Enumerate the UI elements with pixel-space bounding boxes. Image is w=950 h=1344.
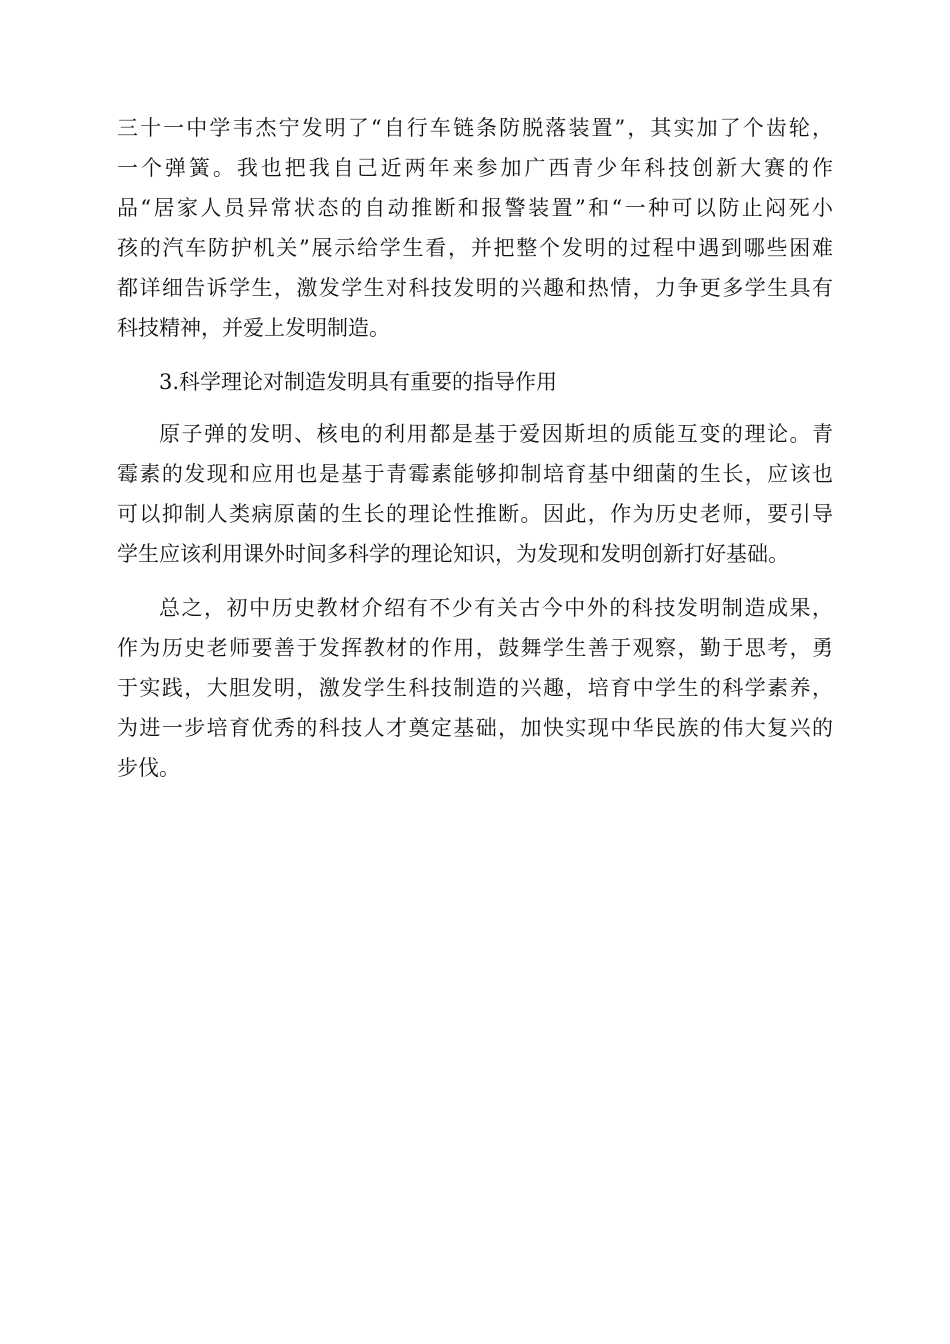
paragraph-conclusion <box>117 588 833 788</box>
text-line: 原子弹的发明、核电的利用都是基于爱因斯坦的质能互变的理论。青 <box>159 422 833 446</box>
document-body <box>117 108 833 788</box>
text-line: 学生应该利用课外时间多科学的理论知识，为发现和发明创新打好基础。 <box>117 542 789 566</box>
text-line: 作为历史老师要善于发挥教材的作用，鼓舞学生善于观察，勤于思考，勇 <box>117 636 833 660</box>
text-line: 品“居家人员异常状态的自动推断和报警装置”和“一种可以防止闷死小 <box>117 196 833 220</box>
text-line: 总之，初中历史教材介绍有不少有关古今中外的科技发明制造成果， <box>159 596 833 620</box>
text-line: 一个弹簧。我也把我自己近两年来参加广西青少年科技创新大赛的作 <box>117 156 833 180</box>
text-line: 可以抑制人类病原菌的生长的理论性推断。因此，作为历史老师，要引导 <box>117 502 833 526</box>
heading-text: 3.科学理论对制造发明具有重要的指导作用 <box>159 370 558 394</box>
text-line: 孩的汽车防护机关”展示给学生看，并把整个发明的过程中遇到哪些困难 <box>117 236 833 260</box>
text-line: 都详细告诉学生，激发学生对科技发明的兴趣和热情，力争更多学生具有 <box>117 276 833 300</box>
paragraph-inventions-examples <box>117 108 833 348</box>
text-line: 步伐。 <box>117 756 180 780</box>
text-line: 于实践，大胆发明，激发学生科技制造的兴趣，培育中学生的科学素养， <box>117 676 833 700</box>
text-line: 霉素的发现和应用也是基于青霉素能够抑制培育基中细菌的生长，应该也 <box>117 462 833 486</box>
paragraph-scientific-theory <box>117 414 833 574</box>
text-line: 为进一步培育优秀的科技人才奠定基础，加快实现中华民族的伟大复兴的 <box>117 716 833 740</box>
text-line: 科技精神，并爱上发明制造。 <box>117 316 390 340</box>
text-line: 三十一中学韦杰宁发明了“自行车链条防脱落装置”，其实加了个齿轮， <box>117 116 833 140</box>
section-heading-3 <box>117 362 833 402</box>
